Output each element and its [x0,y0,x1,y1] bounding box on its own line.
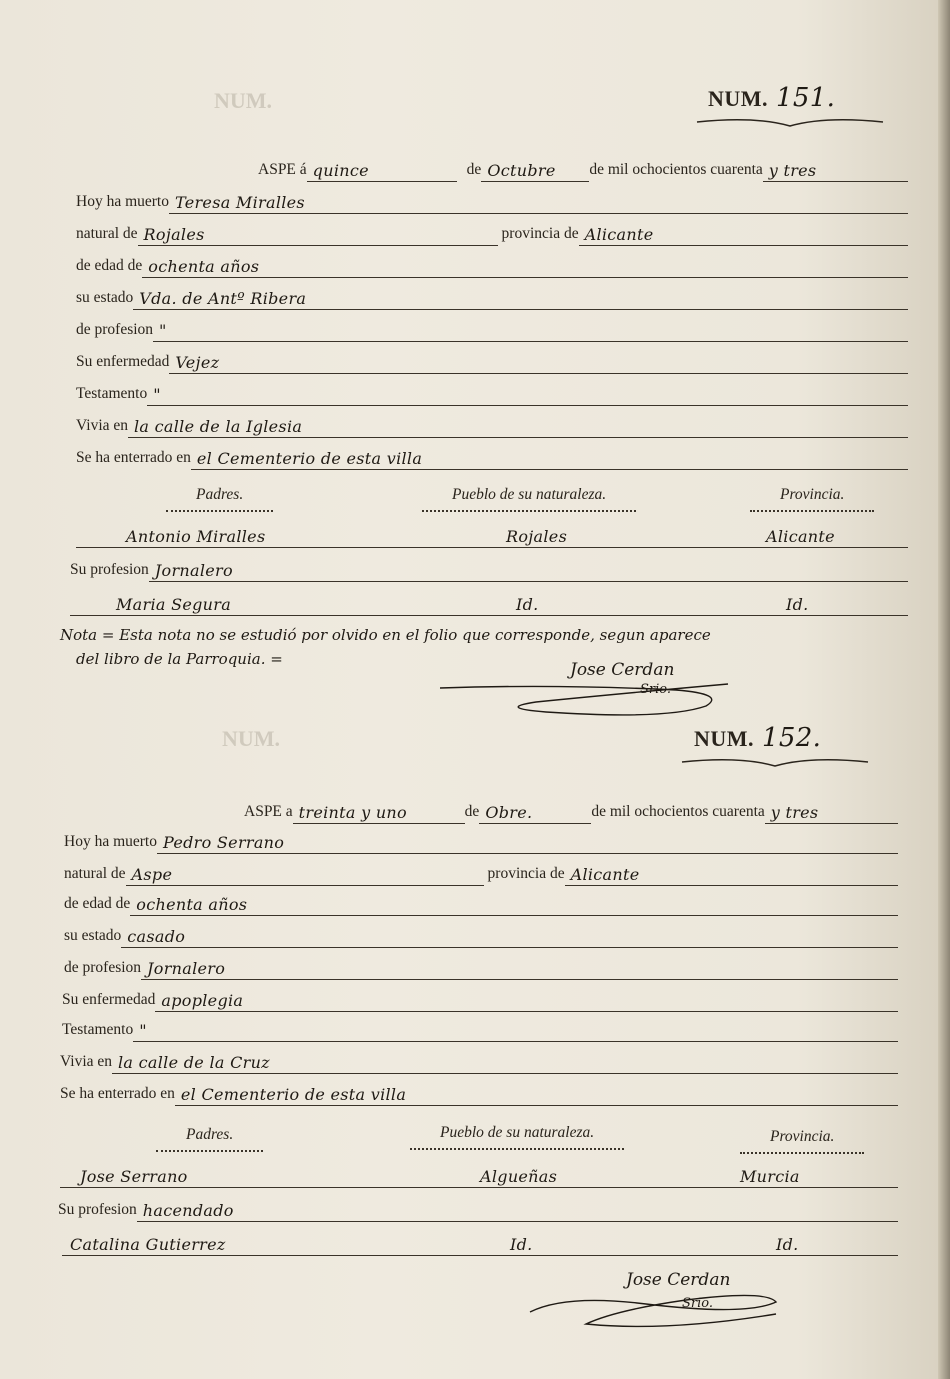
month-field [479,800,591,824]
origin-line [64,860,898,886]
father-field [76,524,908,548]
father-profession-label: Su profesion [70,561,149,578]
note-line-2: del libro de la Parroquia. = [76,650,283,668]
residence-line [60,1048,898,1074]
signature-rubric [436,676,736,722]
residence-label: Vivia en [76,417,129,434]
deceased-value: Teresa Miralles [174,193,305,212]
natural-field [126,862,484,886]
marital-value: Vda. de Antº Ribera [139,289,307,308]
deceased-line [64,828,898,854]
day-value: quince [312,161,369,180]
month-value: Octubre [487,161,556,180]
col-province: Provincia. [780,486,845,503]
natural-label: natural de [76,225,138,242]
father-profession-field [149,558,908,582]
num-value: 152. [762,723,822,753]
will-value: " [139,1021,147,1040]
year-label: de mil ochocientos cuarenta [589,161,763,178]
burial-label: Se ha enterrado en [76,449,191,466]
residence-line [76,412,908,438]
will-label: Testamento [76,385,148,402]
place-label: ASPE a [244,803,293,820]
profession-line [76,316,908,342]
age-field [130,892,898,916]
mother-town: Id. [516,595,539,614]
burial-value: el Cementerio de esta villa [180,1085,407,1104]
residence-value: la calle de la Iglesia [134,417,303,436]
deceased-label: Hoy ha muerto [76,193,169,210]
mother-line [70,590,908,616]
profession-value: " [159,321,167,340]
origin-line [76,220,908,246]
bleed-through-num: NUM. [214,88,273,113]
signature-title: Srio. [682,1296,714,1311]
burial-line [76,444,908,470]
residence-label: Vivia en [60,1053,113,1070]
father-profession-line [70,556,908,582]
burial-field [191,446,908,470]
month-value: Obre. [485,803,533,822]
de-label: de [464,803,480,820]
burial-field [175,1082,898,1106]
age-label: de edad de [64,895,131,912]
signature: Jose Cerdan [570,660,675,680]
mother-province: Id. [786,595,809,614]
num-label: NUM. [694,726,755,751]
age-value: ochenta años [136,895,248,914]
profession-label: de profesion [64,959,142,976]
will-value: " [153,385,161,404]
age-value: ochenta años [148,257,260,276]
year-field [763,158,908,182]
marital-value: casado [127,927,186,946]
father-town: Algueñas [480,1167,558,1186]
will-field [133,1018,898,1042]
marital-field [133,286,908,310]
father-field [60,1164,898,1188]
year-value: y tres [770,803,819,822]
father-province: Murcia [740,1167,800,1186]
col-town: Pueblo de su naturaleza. [440,1124,595,1141]
mother-province: Id. [776,1235,799,1254]
mother-line [62,1230,898,1256]
residence-value: la calle de la Cruz [118,1053,270,1072]
col-province: Provincia. [770,1128,835,1145]
deceased-field [169,190,908,214]
num-flourish [680,752,870,772]
will-line [62,1016,898,1042]
father-name: Antonio Miralles [126,527,266,546]
marital-line [64,922,898,948]
natural-label: natural de [64,865,126,882]
date-line [258,156,908,182]
father-profession-value: hacendado [142,1201,234,1220]
father-line [60,1162,898,1188]
year-value: y tres [768,161,817,180]
natural-value: Aspe [131,865,173,884]
marital-label: su estado [76,289,134,306]
age-line [64,890,898,916]
father-town: Rojales [506,527,568,546]
day-field [293,800,465,824]
year-label: de mil ochocientos cuarenta [591,803,765,820]
residence-field [128,414,908,438]
month-field [481,158,589,182]
mother-name: Maria Segura [116,595,232,614]
profession-line [64,954,898,980]
deceased-value: Pedro Serrano [162,833,285,852]
father-profession-value: Jornalero [154,561,233,580]
father-profession-label: Su profesion [58,1201,137,1218]
signature-rubric [526,1286,786,1334]
age-line [76,252,908,278]
signature-title: Srio. [640,682,672,697]
provincia-label: provincia de [501,225,579,242]
provincia-field [579,222,908,246]
provincia-field [565,862,898,886]
bleed-through-num: NUM. [222,726,281,751]
book-spine [938,0,950,1379]
father-line [76,522,908,548]
natural-value: Rojales [143,225,205,244]
place-label: ASPE á [258,161,307,178]
father-name: Jose Serrano [80,1167,188,1186]
illness-line [76,348,908,374]
day-field [307,158,457,182]
profession-field [153,318,908,342]
provincia-value: Alicante [584,225,654,244]
col-parents: Padres. [186,1126,234,1143]
mother-field [70,592,908,616]
marital-label: su estado [64,927,122,944]
marital-line [76,284,908,310]
profession-label: de profesion [76,321,154,338]
father-province: Alicante [766,527,835,546]
de-label: de [466,161,482,178]
provincia-label: provincia de [487,865,565,882]
entry-number [694,723,822,753]
signature: Jose Cerdan [626,1270,731,1290]
illness-field [169,350,908,374]
illness-line [62,986,898,1012]
day-value: treinta y uno [298,803,407,822]
deceased-field [157,830,898,854]
col-town: Pueblo de su naturaleza. [452,486,607,503]
age-field [142,254,908,278]
num-value: 151. [776,83,836,113]
year-field [765,800,898,824]
illness-label: Su enfermedad [62,991,156,1008]
note-line-1: Nota = Esta nota no se estudió por olvido en el folio que corresponde, segun aparece [60,626,711,644]
illness-label: Su enfermedad [76,353,170,370]
num-label: NUM. [708,86,769,111]
provincia-value: Alicante [570,865,640,884]
marital-field [121,924,898,948]
illness-value: apoplegia [161,991,244,1010]
profession-value: Jornalero [147,959,226,978]
will-line [76,380,908,406]
residence-field [112,1050,898,1074]
father-profession-field [137,1198,898,1222]
illness-field [155,988,898,1012]
natural-field [138,222,498,246]
deceased-line [76,188,908,214]
burial-line [60,1080,898,1106]
profession-field [141,956,898,980]
num-flourish [695,112,885,132]
date-line [244,798,898,824]
will-field [147,382,908,406]
will-label: Testamento [62,1021,134,1038]
entry-number [708,83,836,113]
illness-value: Vejez [175,353,220,372]
deceased-label: Hoy ha muerto [64,833,157,850]
mother-name: Catalina Gutierrez [70,1235,226,1254]
mother-field [62,1232,898,1256]
mother-town: Id. [510,1235,533,1254]
father-profession-line [58,1196,898,1222]
age-label: de edad de [76,257,143,274]
burial-label: Se ha enterrado en [60,1085,175,1102]
burial-value: el Cementerio de esta villa [196,449,423,468]
col-parents: Padres. [196,486,244,503]
